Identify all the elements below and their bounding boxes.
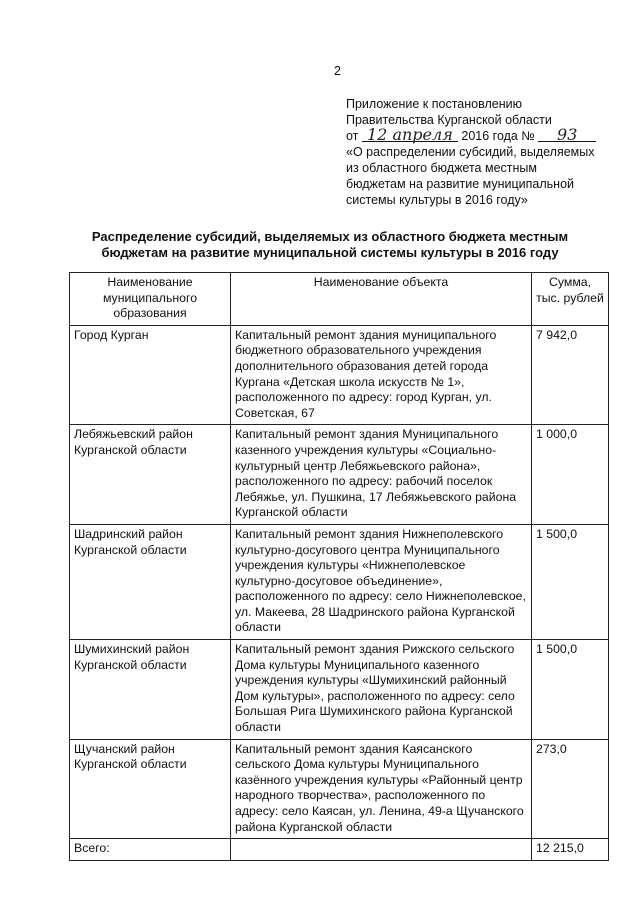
cell-amount: 273,0 bbox=[532, 739, 609, 839]
cell-municipality: Город Курган bbox=[70, 325, 231, 425]
handwritten-number: 93 bbox=[538, 128, 596, 142]
header-object: Наименование объекта bbox=[231, 273, 532, 326]
appendix-header bbox=[346, 96, 616, 208]
document-title-line: Распределение субсидий, выделяемых из областного бюджета местным bbox=[91, 229, 569, 244]
total-amount: 12 215,0 bbox=[532, 839, 609, 861]
cell-municipality: Шумихинский район Курганской области bbox=[70, 640, 231, 740]
subsidy-table bbox=[69, 272, 609, 861]
table-row bbox=[70, 739, 609, 839]
appendix-line: Правительства Курганской области bbox=[346, 113, 552, 127]
date-prefix: от bbox=[346, 129, 359, 143]
header-amount: Сумма, тыс. рублей bbox=[532, 273, 609, 326]
table-row bbox=[70, 640, 609, 740]
table-row bbox=[70, 524, 609, 639]
page-number: 2 bbox=[334, 64, 341, 78]
total-label: Всего: bbox=[70, 839, 231, 861]
appendix-line: «О распределении субсидий, выделяемых bbox=[346, 145, 595, 159]
appendix-line: системы культуры в 2016 году» bbox=[346, 193, 528, 207]
cell-amount: 1 000,0 bbox=[532, 425, 609, 525]
handwritten-date: 12 апреля bbox=[362, 128, 458, 142]
document-title-line: бюджетам на развитие муниципальной системы культуры в 2016 году bbox=[101, 245, 559, 260]
cell-object: Капитальный ремонт здания Муниципального казенного учреждения культуры «Социально-культурный центр Лебяжьевского района», расположенного по адресу: рабочий поселок Лебяжье, ул. Пушкина, 17 Лебяжьевского района Курганской области bbox=[231, 425, 532, 525]
appendix-line: бюджетам на развитие муниципальной bbox=[346, 177, 575, 191]
cell-municipality: Лебяжьевский район Курганской области bbox=[70, 425, 231, 525]
table-header-row bbox=[70, 273, 609, 326]
appendix-line: Приложение к постановлению bbox=[346, 97, 522, 111]
cell-amount: 1 500,0 bbox=[532, 640, 609, 740]
table-row bbox=[70, 425, 609, 525]
appendix-date-line bbox=[346, 125, 616, 144]
cell-object: Капитальный ремонт здания Рижского сельского Дома культуры Муниципального казенного учреждения культуры «Шумихинский районный Дом культуры», расположенного по адресу: село Большая Рига Шумихинского района Курганской области bbox=[231, 640, 532, 740]
table-total-row bbox=[70, 839, 609, 861]
date-suffix: 2016 года № bbox=[461, 129, 535, 143]
total-empty-cell bbox=[231, 839, 532, 861]
cell-amount: 1 500,0 bbox=[532, 524, 609, 639]
cell-object: Капитальный ремонт здания муниципального бюджетного образовательного учреждения дополнительного образования детей города Кургана «Детская школа искусств № 1», расположенного по адресу: город Курган, ул. Советская, 67 bbox=[231, 325, 532, 425]
cell-amount: 7 942,0 bbox=[532, 325, 609, 425]
cell-object: Капитальный ремонт здания Каясанского сельского Дома культуры Муниципального казённого учреждения культуры «Районный центр народного творчества», расположенного по адресу: село Каясан, ул. Ленина, 49-а Щучанского района Курганской области bbox=[231, 739, 532, 839]
cell-municipality: Щучанский район Курганской области bbox=[70, 739, 231, 839]
document-title bbox=[60, 229, 600, 261]
header-municipality: Наименование муниципального образования bbox=[70, 273, 231, 326]
table-row bbox=[70, 325, 609, 425]
appendix-line: из областного бюджета местным bbox=[346, 161, 537, 175]
cell-object: Капитальный ремонт здания Нижнеполевского культурно-досугового центра Муниципального учреждения культуры «Нижнеполевское культурно-досуговое объединение», расположенного по адресу: село Нижнеполевское, ул. Макеева, 28 Шадринского района Курганской области bbox=[231, 524, 532, 639]
cell-municipality: Шадринский район Курганской области bbox=[70, 524, 231, 639]
